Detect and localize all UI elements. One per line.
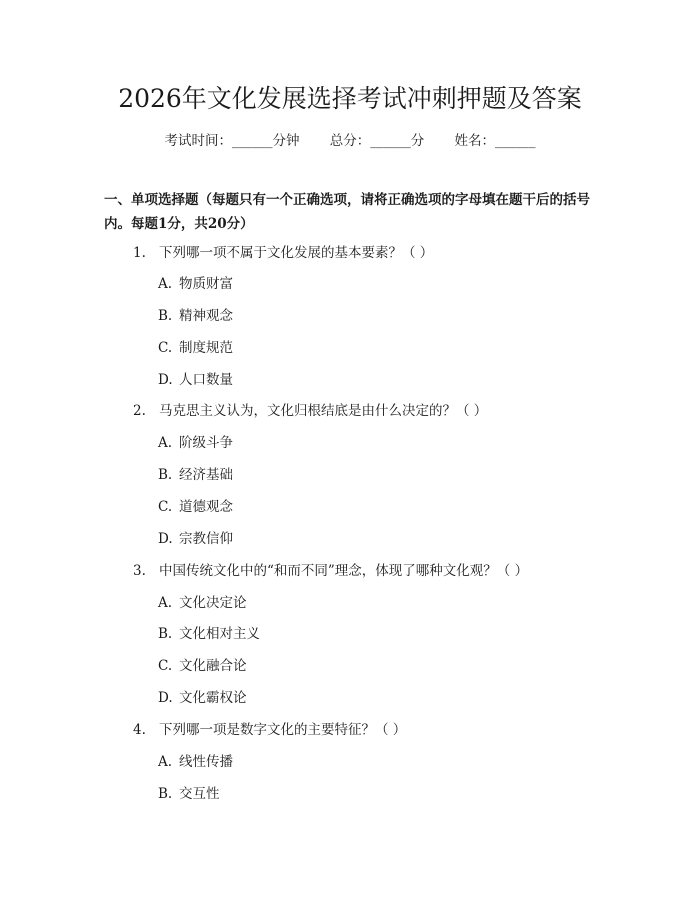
option-text: 宗教信仰 [179,531,233,547]
option-letter: B. [158,467,173,483]
question-number: 3. [133,563,146,579]
option-4a [158,752,233,772]
option-text: 文化霸权论 [179,690,247,706]
question-number: 2. [133,403,146,419]
option-text: 物质财富 [179,276,233,292]
option-text: 文化决定论 [179,595,247,611]
option-letter: D. [158,531,173,547]
option-text: 阶级斗争 [179,435,233,451]
option-letter: B. [158,626,173,642]
question-text: 马克思主义认为，文化归根结底是由什么决定的？（ ） [159,403,488,419]
option-letter: B. [158,786,173,802]
option-text: 线性传播 [179,754,233,770]
name-field: 姓名：______ [454,133,536,149]
page-title: 2026年文化发展选择考试冲刺押题及答案 [118,84,582,113]
option-text: 交互性 [179,786,220,802]
option-1b [158,306,233,326]
option-2a [158,433,233,453]
option-text: 道德观念 [179,499,233,515]
question-1 [133,243,433,263]
option-letter: D. [158,690,173,706]
option-letter: A. [158,595,173,611]
option-3d [158,688,247,708]
option-4b [158,784,220,804]
question-text: 下列哪一项不属于文化发展的基本要素？（ ） [159,245,434,261]
total-score-field: 总分：______分 [329,133,425,149]
question-number: 4. [133,722,146,738]
question-text: 中国传统文化中的“和而不同”理念，体现了哪种文化观？（ ） [159,563,529,579]
option-letter: C. [158,340,173,356]
question-2 [133,401,487,421]
option-text: 文化相对主义 [179,626,260,642]
option-1a [158,274,233,294]
option-letter: A. [158,435,173,451]
option-text: 经济基础 [179,467,233,483]
option-text: 制度规范 [179,340,233,356]
question-text: 下列哪一项是数字文化的主要特征？（ ） [159,722,407,738]
exam-meta [0,131,700,151]
section-heading: 一、单项选择题（每题只有一个正确选项，请将正确选项的字母填在题干后的括号内。每题1分，共20分） [104,192,590,232]
option-letter: C. [158,499,173,515]
option-2c [158,497,233,517]
option-letter: A. [158,754,173,770]
option-text: 精神观念 [179,308,233,324]
option-letter: D. [158,372,173,388]
option-1c [158,338,233,358]
option-3a [158,593,247,613]
option-letter: B. [158,308,173,324]
option-letter: A. [158,276,173,292]
question-3 [133,561,528,581]
option-2d [158,529,233,549]
option-1d [158,370,233,390]
question-4 [133,720,406,740]
option-2b [158,465,233,485]
option-3b [158,624,260,644]
exam-time-field: 考试时间：______分钟 [164,133,300,149]
question-number: 1. [133,245,146,261]
option-text: 文化融合论 [179,658,247,674]
option-3c [158,656,247,676]
option-text: 人口数量 [179,372,233,388]
option-letter: C. [158,658,173,674]
